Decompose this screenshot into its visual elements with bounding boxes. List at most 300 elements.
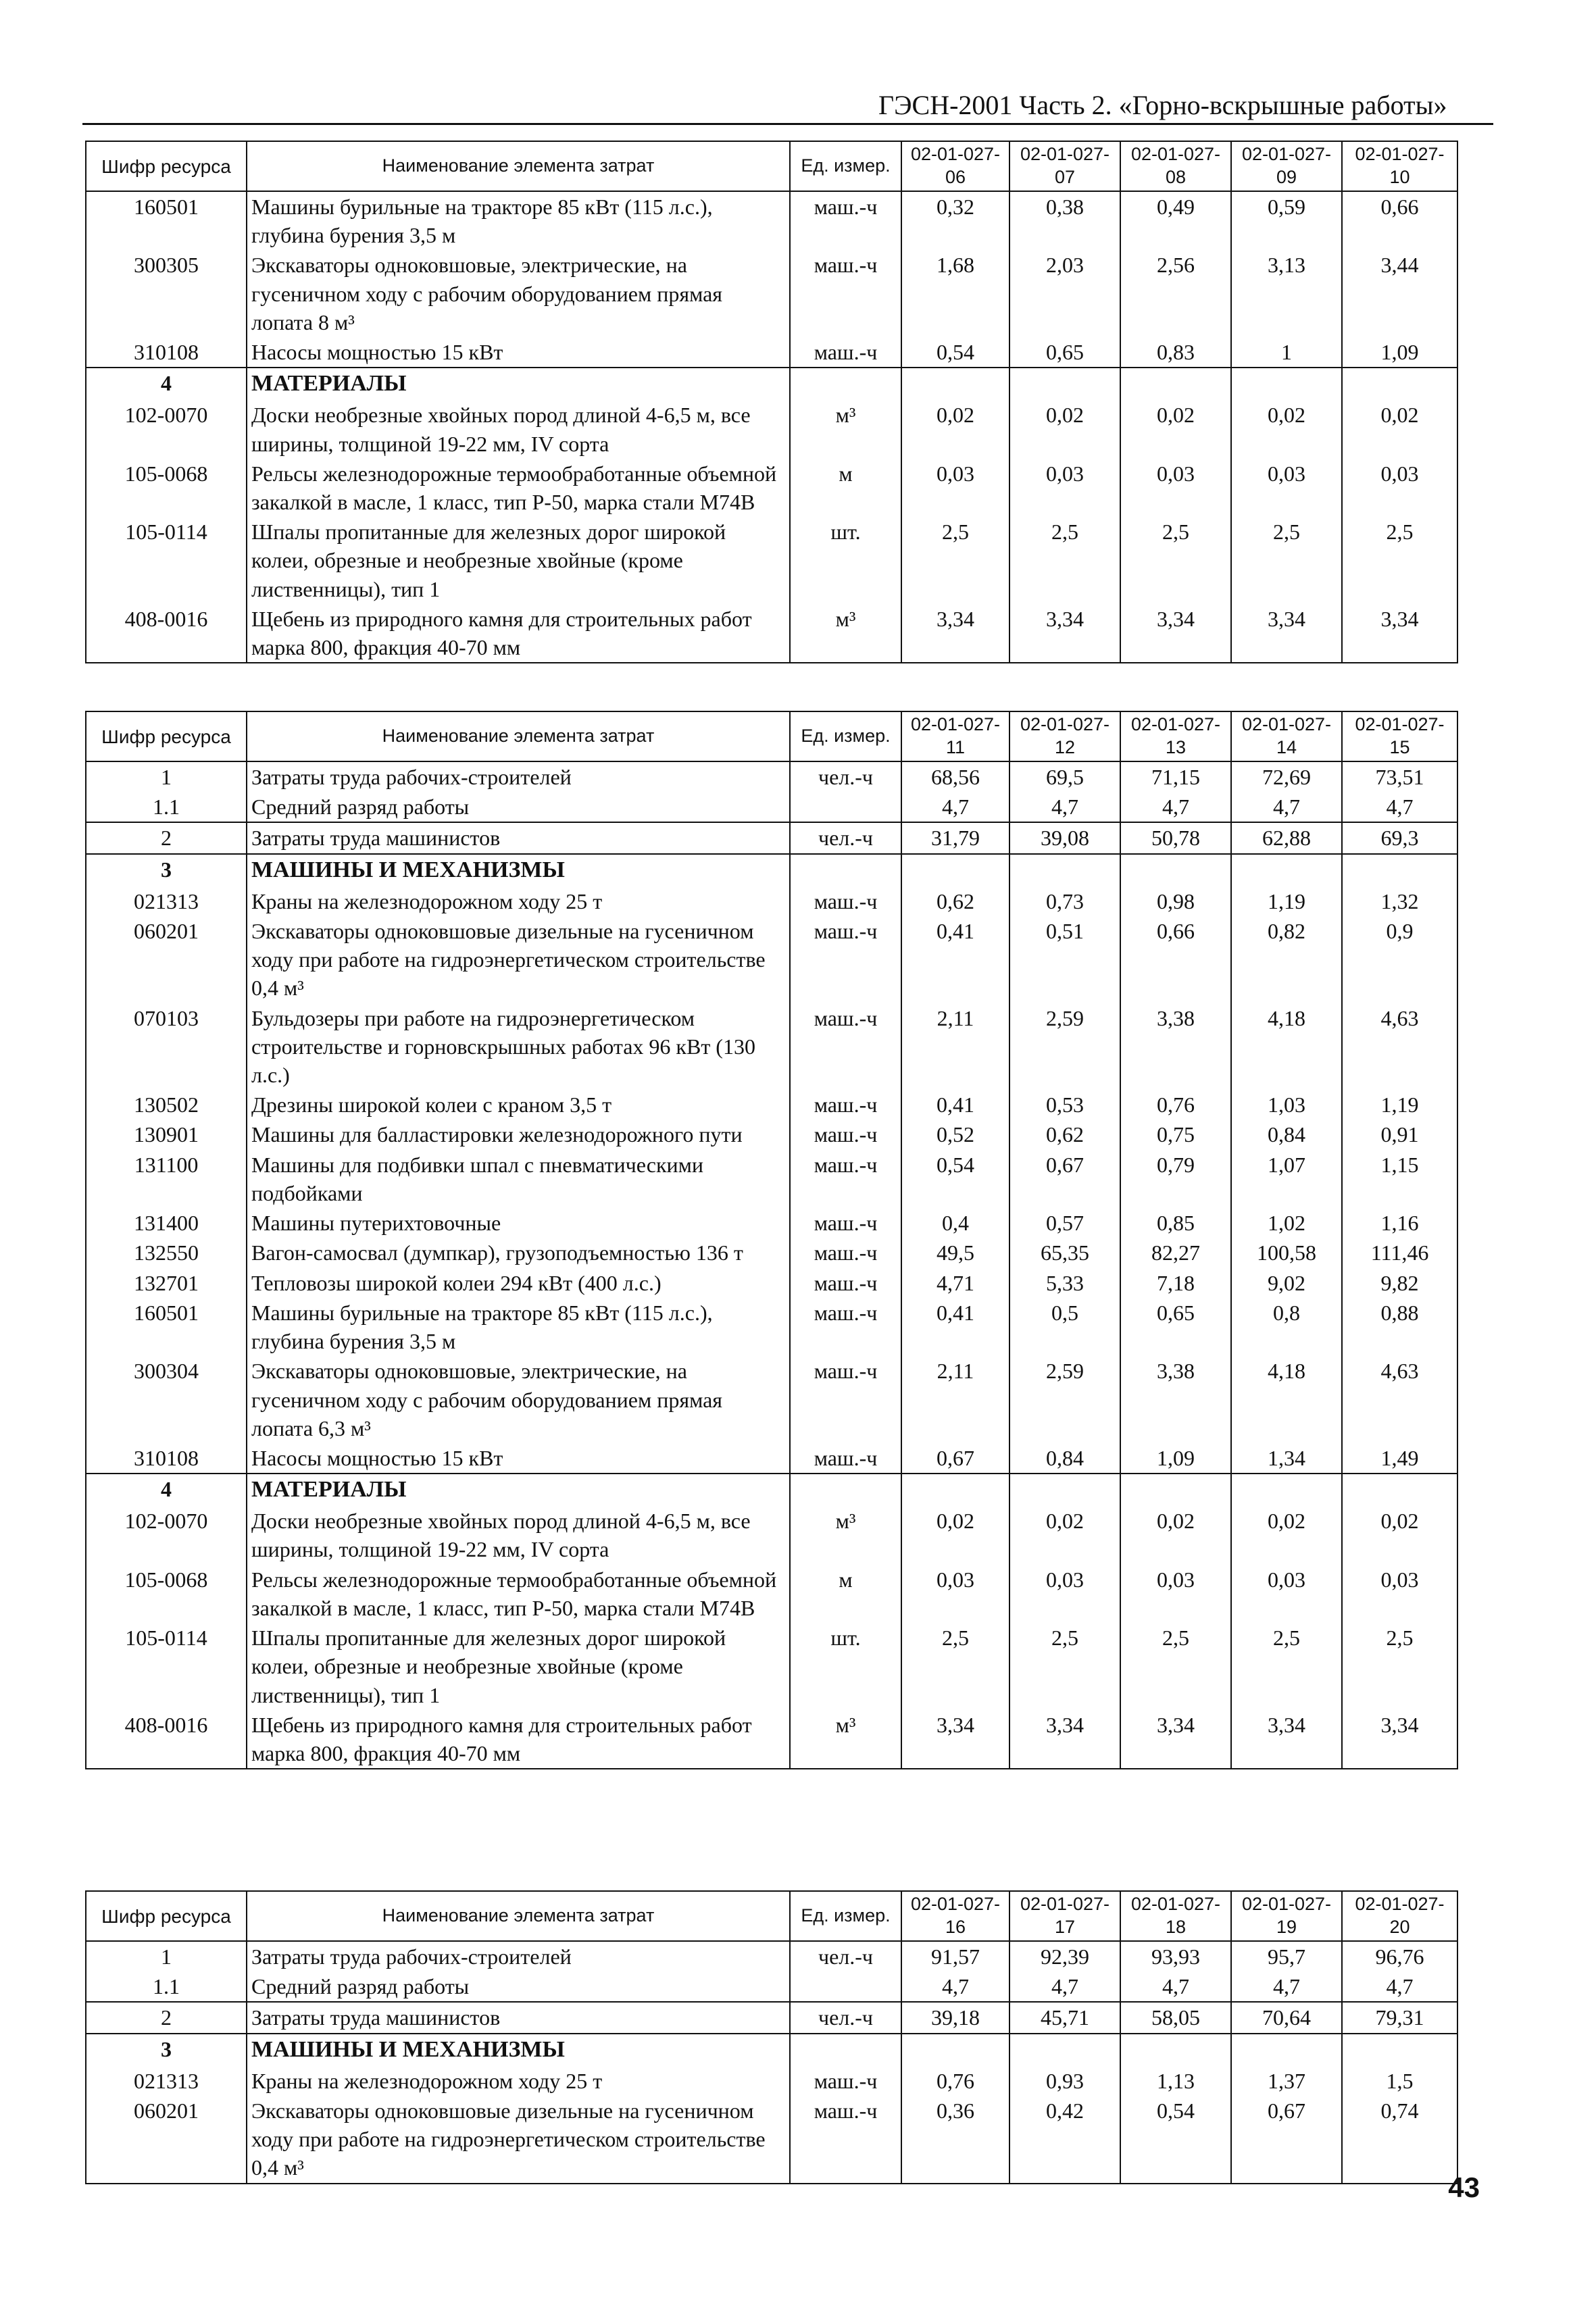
value-cell: 82,27 <box>1120 1238 1231 1267</box>
value-cell: 0,84 <box>1231 1120 1342 1149</box>
header-norm-code: 02-01-027-08 <box>1120 141 1231 191</box>
page-number: 43 <box>1448 2171 1480 2203</box>
table-row <box>86 2002 1457 2033</box>
value-cell: 2,59 <box>1009 1003 1120 1090</box>
value-cell: 0,42 <box>1009 2096 1120 2184</box>
value-cell <box>901 854 1009 886</box>
value-cell: 39,18 <box>901 2002 1009 2033</box>
value-cell: 72,69 <box>1231 761 1342 792</box>
unit-cell: м³ <box>790 1710 901 1769</box>
header-norm-code: 02-01-027-09 <box>1231 141 1342 191</box>
value-cell <box>1342 368 1457 400</box>
value-cell: 0,59 <box>1231 191 1342 250</box>
table-row <box>86 886 1457 916</box>
value-cell: 79,31 <box>1342 2002 1457 2033</box>
resource-code: 130901 <box>86 1120 247 1149</box>
value-cell: 7,18 <box>1120 1268 1231 1298</box>
value-cell: 0,02 <box>901 400 1009 458</box>
value-cell: 39,08 <box>1009 822 1120 853</box>
resource-name: Рельсы железнодорожные термообработанные объемной закалкой в масле, 1 класс, тип Р-50, марка стали М74В <box>247 1565 790 1623</box>
table-row <box>86 1150 1457 1208</box>
value-cell: 0,41 <box>901 916 1009 1003</box>
value-cell: 1,09 <box>1342 337 1457 368</box>
value-cell: 93,93 <box>1120 1941 1231 1971</box>
header-norm-code: 02-01-027-11 <box>901 711 1009 761</box>
table-row <box>86 1971 1457 2002</box>
value-cell <box>1009 1474 1120 1506</box>
value-cell: 2,5 <box>1231 1623 1342 1710</box>
value-cell: 0,03 <box>1231 1565 1342 1623</box>
resource-name: Краны на железнодорожном ходу 25 т <box>247 2066 790 2096</box>
value-cell: 0,67 <box>1231 2096 1342 2184</box>
value-cell <box>1231 368 1342 400</box>
header-name: Наименование элемента затрат <box>247 141 790 191</box>
resource-name: Дрезины широкой колеи с краном 3,5 т <box>247 1090 790 1120</box>
header-norm-code: 02-01-027-07 <box>1009 141 1120 191</box>
section-title: МАШИНЫ И МЕХАНИЗМЫ <box>247 854 790 886</box>
value-cell: 0,02 <box>1120 400 1231 458</box>
table-row <box>86 1710 1457 1769</box>
table-row <box>86 1298 1457 1356</box>
table-row <box>86 761 1457 792</box>
resource-name: Машины для подбивки шпал с пневматическими подбойками <box>247 1150 790 1208</box>
value-cell: 0,75 <box>1120 1120 1231 1149</box>
table-row <box>86 1090 1457 1120</box>
table-row <box>86 1565 1457 1623</box>
value-cell: 1,5 <box>1342 2066 1457 2096</box>
resource-name: Экскаваторы одноковшовые, электрические, на гусеничном ходу с рабочим оборудованием прямая лопата 6,3 м³ <box>247 1356 790 1443</box>
value-cell: 0,02 <box>1231 400 1342 458</box>
resource-code: 131100 <box>86 1150 247 1208</box>
resource-code: 105-0114 <box>86 517 247 604</box>
section-title: МАТЕРИАЛЫ <box>247 1474 790 1506</box>
value-cell: 0,32 <box>901 191 1009 250</box>
header-rule <box>82 123 1493 125</box>
value-cell: 4,7 <box>901 1971 1009 2002</box>
value-cell <box>901 2034 1009 2066</box>
resource-name: Экскаваторы одноковшовые дизельные на гусеничном ходу при работе на гидроэнергетическом строительстве 0,4 м³ <box>247 2096 790 2184</box>
value-cell: 1,19 <box>1342 1090 1457 1120</box>
table-row <box>86 1003 1457 1090</box>
value-cell: 4,7 <box>1231 792 1342 822</box>
resource-table-1 <box>85 141 1458 663</box>
value-cell: 0,91 <box>1342 1120 1457 1149</box>
value-cell <box>1342 854 1457 886</box>
section-row <box>86 1474 1457 1506</box>
value-cell <box>1120 854 1231 886</box>
resource-name: Машины бурильные на тракторе 85 кВт (115 л.с.), глубина бурения 3,5 м <box>247 1298 790 1356</box>
value-cell: 0,65 <box>1009 337 1120 368</box>
value-cell: 0,02 <box>1342 1506 1457 1564</box>
value-cell: 2,11 <box>901 1003 1009 1090</box>
resource-code: 1.1 <box>86 792 247 822</box>
value-cell: 0,54 <box>901 337 1009 368</box>
value-cell: 0,54 <box>1120 2096 1231 2184</box>
header-norm-code: 02-01-027-19 <box>1231 1891 1342 1941</box>
section-row <box>86 368 1457 400</box>
table-row <box>86 1120 1457 1149</box>
value-cell: 2,5 <box>901 517 1009 604</box>
unit-cell <box>790 854 901 886</box>
resource-code: 408-0016 <box>86 1710 247 1769</box>
value-cell: 0,79 <box>1120 1150 1231 1208</box>
value-cell: 1,68 <box>901 250 1009 337</box>
value-cell: 0,5 <box>1009 1298 1120 1356</box>
table-row <box>86 2066 1457 2096</box>
table-header-row <box>86 711 1457 761</box>
table-row <box>86 517 1457 604</box>
table-row <box>86 191 1457 250</box>
resource-code: 1 <box>86 761 247 792</box>
unit-cell <box>790 1474 901 1506</box>
table-header-row <box>86 141 1457 191</box>
resource-code: 2 <box>86 2002 247 2033</box>
value-cell: 111,46 <box>1342 1238 1457 1267</box>
value-cell: 4,7 <box>1342 792 1457 822</box>
resource-table-2 <box>85 711 1458 1769</box>
value-cell: 0,02 <box>1231 1506 1342 1564</box>
value-cell: 0,83 <box>1120 337 1231 368</box>
value-cell: 5,33 <box>1009 1268 1120 1298</box>
value-cell: 3,34 <box>1120 1710 1231 1769</box>
resource-name: Бульдозеры при работе на гидроэнергетическом строительстве и горновскрышных работах 96 кВт (130 л.с.) <box>247 1003 790 1090</box>
value-cell <box>1009 2034 1120 2066</box>
value-cell: 3,34 <box>1342 604 1457 663</box>
value-cell <box>1342 1474 1457 1506</box>
unit-cell: маш.-ч <box>790 1208 901 1238</box>
resource-name: Средний разряд работы <box>247 792 790 822</box>
resource-name: Машины путерихтовочные <box>247 1208 790 1238</box>
section-title: МАТЕРИАЛЫ <box>247 368 790 400</box>
resource-code: 1.1 <box>86 1971 247 2002</box>
unit-cell <box>790 2034 901 2066</box>
value-cell: 0,62 <box>1009 1120 1120 1149</box>
value-cell <box>1120 2034 1231 2066</box>
resource-code: 4 <box>86 368 247 400</box>
unit-cell: м³ <box>790 1506 901 1564</box>
resource-name: Шпалы пропитанные для железных дорог широкой колеи, обрезные и необрезные хвойные (кроме лиственницы), тип 1 <box>247 1623 790 1710</box>
header-code: Шифр ресурса <box>86 711 247 761</box>
table-header-row <box>86 1891 1457 1941</box>
value-cell: 69,3 <box>1342 822 1457 853</box>
value-cell: 0,57 <box>1009 1208 1120 1238</box>
value-cell: 96,76 <box>1342 1941 1457 1971</box>
value-cell: 0,03 <box>1342 459 1457 517</box>
value-cell: 0,66 <box>1120 916 1231 1003</box>
value-cell: 1,19 <box>1231 886 1342 916</box>
header-norm-code: 02-01-027-17 <box>1009 1891 1120 1941</box>
table-row <box>86 2096 1457 2184</box>
table-row <box>86 459 1457 517</box>
value-cell: 0,82 <box>1231 916 1342 1003</box>
value-cell: 4,18 <box>1231 1003 1342 1090</box>
resource-code: 3 <box>86 854 247 886</box>
unit-cell: м³ <box>790 604 901 663</box>
unit-cell: маш.-ч <box>790 916 901 1003</box>
value-cell: 2,5 <box>1009 517 1120 604</box>
value-cell: 3,13 <box>1231 250 1342 337</box>
value-cell: 95,7 <box>1231 1941 1342 1971</box>
table-row <box>86 1443 1457 1474</box>
value-cell: 0,85 <box>1120 1208 1231 1238</box>
unit-cell: м <box>790 1565 901 1623</box>
resource-code: 132701 <box>86 1268 247 1298</box>
value-cell: 4,7 <box>901 792 1009 822</box>
value-cell: 65,35 <box>1009 1238 1120 1267</box>
resource-name: Доски необрезные хвойных пород длиной 4-6,5 м, все ширины, толщиной 19-22 мм, IV сорта <box>247 400 790 458</box>
header-norm-code: 02-01-027-15 <box>1342 711 1457 761</box>
unit-cell: чел.-ч <box>790 761 901 792</box>
value-cell: 0,38 <box>1009 191 1120 250</box>
resource-code: 102-0070 <box>86 400 247 458</box>
resource-code: 070103 <box>86 1003 247 1090</box>
value-cell: 0,84 <box>1009 1443 1120 1474</box>
value-cell <box>1231 1474 1342 1506</box>
value-cell: 4,7 <box>1342 1971 1457 2002</box>
value-cell <box>1231 2034 1342 2066</box>
value-cell: 9,02 <box>1231 1268 1342 1298</box>
header-norm-code: 02-01-027-20 <box>1342 1891 1457 1941</box>
value-cell <box>1120 1474 1231 1506</box>
value-cell: 3,34 <box>1231 1710 1342 1769</box>
resource-code: 2 <box>86 822 247 853</box>
resource-code: 160501 <box>86 1298 247 1356</box>
resource-name: Щебень из природного камня для строительных работ марка 800, фракция 40-70 мм <box>247 604 790 663</box>
value-cell: 0,03 <box>1120 459 1231 517</box>
value-cell: 2,5 <box>1231 517 1342 604</box>
value-cell: 4,18 <box>1231 1356 1342 1443</box>
value-cell: 91,57 <box>901 1941 1009 1971</box>
resource-table-3 <box>85 1890 1458 2184</box>
value-cell: 3,44 <box>1342 250 1457 337</box>
value-cell <box>901 368 1009 400</box>
resource-name: Насосы мощностью 15 кВт <box>247 337 790 368</box>
value-cell: 0,74 <box>1342 2096 1457 2184</box>
resource-code: 102-0070 <box>86 1506 247 1564</box>
unit-cell <box>790 368 901 400</box>
value-cell: 0,9 <box>1342 916 1457 1003</box>
unit-cell: маш.-ч <box>790 1090 901 1120</box>
header-norm-code: 02-01-027-13 <box>1120 711 1231 761</box>
section-row <box>86 854 1457 886</box>
unit-cell <box>790 792 901 822</box>
unit-cell: чел.-ч <box>790 2002 901 2033</box>
running-header: ГЭСН-2001 Часть 2. «Горно-вскрышные работы» <box>878 90 1447 120</box>
resource-name: Экскаваторы одноковшовые дизельные на гусеничном ходу при работе на гидроэнергетическом строительстве 0,4 м³ <box>247 916 790 1003</box>
header-name: Наименование элемента затрат <box>247 1891 790 1941</box>
unit-cell: маш.-ч <box>790 1120 901 1149</box>
header-norm-code: 02-01-027-10 <box>1342 141 1457 191</box>
table-row <box>86 400 1457 458</box>
value-cell: 0,53 <box>1009 1090 1120 1120</box>
value-cell: 0,62 <box>901 886 1009 916</box>
value-cell: 1,32 <box>1342 886 1457 916</box>
value-cell: 9,82 <box>1342 1268 1457 1298</box>
resource-name: Затраты труда рабочих-строителей <box>247 1941 790 1971</box>
value-cell <box>1120 368 1231 400</box>
value-cell: 4,7 <box>1231 1971 1342 2002</box>
value-cell: 0,03 <box>1009 459 1120 517</box>
value-cell: 2,5 <box>1009 1623 1120 1710</box>
value-cell: 0,67 <box>901 1443 1009 1474</box>
value-cell: 1,16 <box>1342 1208 1457 1238</box>
resource-name: Затраты труда машинистов <box>247 822 790 853</box>
header-unit: Ед. измер. <box>790 711 901 761</box>
resource-name: Машины для балластировки железнодорожного пути <box>247 1120 790 1149</box>
value-cell: 2,5 <box>901 1623 1009 1710</box>
resource-name: Щебень из природного камня для строительных работ марка 800, фракция 40-70 мм <box>247 1710 790 1769</box>
unit-cell: маш.-ч <box>790 1443 901 1474</box>
value-cell: 3,38 <box>1120 1356 1231 1443</box>
unit-cell: чел.-ч <box>790 822 901 853</box>
value-cell: 0,03 <box>901 1565 1009 1623</box>
table-row <box>86 1623 1457 1710</box>
resource-name: Рельсы железнодорожные термообработанные объемной закалкой в масле, 1 класс, тип Р-50, марка стали М74В <box>247 459 790 517</box>
value-cell: 68,56 <box>901 761 1009 792</box>
value-cell: 2,56 <box>1120 250 1231 337</box>
value-cell: 1,15 <box>1342 1150 1457 1208</box>
value-cell: 49,5 <box>901 1238 1009 1267</box>
value-cell <box>1009 368 1120 400</box>
value-cell <box>1231 854 1342 886</box>
unit-cell <box>790 1971 901 2002</box>
value-cell: 1,02 <box>1231 1208 1342 1238</box>
unit-cell: шт. <box>790 517 901 604</box>
header-norm-code: 02-01-027-16 <box>901 1891 1009 1941</box>
value-cell: 3,38 <box>1120 1003 1231 1090</box>
value-cell: 0,02 <box>901 1506 1009 1564</box>
value-cell: 1,07 <box>1231 1150 1342 1208</box>
value-cell: 71,15 <box>1120 761 1231 792</box>
resource-code: 3 <box>86 2034 247 2066</box>
value-cell: 100,58 <box>1231 1238 1342 1267</box>
resource-code: 131400 <box>86 1208 247 1238</box>
value-cell: 0,02 <box>1009 1506 1120 1564</box>
value-cell: 0,76 <box>901 2066 1009 2096</box>
value-cell: 45,71 <box>1009 2002 1120 2033</box>
resource-code: 130502 <box>86 1090 247 1120</box>
value-cell: 73,51 <box>1342 761 1457 792</box>
value-cell: 0,73 <box>1009 886 1120 916</box>
value-cell <box>901 1474 1009 1506</box>
unit-cell: маш.-ч <box>790 1298 901 1356</box>
header-code: Шифр ресурса <box>86 1891 247 1941</box>
resource-code: 105-0068 <box>86 1565 247 1623</box>
resource-code: 021313 <box>86 886 247 916</box>
value-cell: 0,67 <box>1009 1150 1120 1208</box>
resource-name: Тепловозы широкой колеи 294 кВт (400 л.с.) <box>247 1268 790 1298</box>
section-title: МАШИНЫ И МЕХАНИЗМЫ <box>247 2034 790 2066</box>
value-cell: 3,34 <box>901 604 1009 663</box>
value-cell: 0,8 <box>1231 1298 1342 1356</box>
table-row <box>86 1356 1457 1443</box>
value-cell: 0,93 <box>1009 2066 1120 2096</box>
value-cell: 3,34 <box>1120 604 1231 663</box>
resource-name: Экскаваторы одноковшовые, электрические, на гусеничном ходу с рабочим оборудованием прямая лопата 8 м³ <box>247 250 790 337</box>
value-cell: 31,79 <box>901 822 1009 853</box>
resource-code: 1 <box>86 1941 247 1971</box>
resource-code: 160501 <box>86 191 247 250</box>
unit-cell: маш.-ч <box>790 191 901 250</box>
value-cell: 2,03 <box>1009 250 1120 337</box>
table-row <box>86 1941 1457 1971</box>
resource-code: 310108 <box>86 1443 247 1474</box>
resource-name: Доски необрезные хвойных пород длиной 4-6,5 м, все ширины, толщиной 19-22 мм, IV сорта <box>247 1506 790 1564</box>
resource-name: Затраты труда машинистов <box>247 2002 790 2033</box>
value-cell: 4,7 <box>1009 792 1120 822</box>
value-cell: 2,59 <box>1009 1356 1120 1443</box>
table-row <box>86 604 1457 663</box>
value-cell: 1,34 <box>1231 1443 1342 1474</box>
value-cell: 0,51 <box>1009 916 1120 1003</box>
value-cell: 4,63 <box>1342 1356 1457 1443</box>
value-cell: 0,66 <box>1342 191 1457 250</box>
section-row <box>86 2034 1457 2066</box>
value-cell: 0,41 <box>901 1090 1009 1120</box>
value-cell <box>1009 854 1120 886</box>
resource-code: 060201 <box>86 2096 247 2184</box>
resource-code: 105-0068 <box>86 459 247 517</box>
value-cell: 69,5 <box>1009 761 1120 792</box>
resource-name: Средний разряд работы <box>247 1971 790 2002</box>
table-row <box>86 250 1457 337</box>
value-cell: 0,4 <box>901 1208 1009 1238</box>
unit-cell: маш.-ч <box>790 250 901 337</box>
resource-code: 408-0016 <box>86 604 247 663</box>
header-norm-code: 02-01-027-18 <box>1120 1891 1231 1941</box>
resource-code: 105-0114 <box>86 1623 247 1710</box>
table-row <box>86 337 1457 368</box>
unit-cell: маш.-ч <box>790 2096 901 2184</box>
unit-cell: м³ <box>790 400 901 458</box>
value-cell: 4,7 <box>1009 1971 1120 2002</box>
value-cell <box>1342 2034 1457 2066</box>
resource-code: 310108 <box>86 337 247 368</box>
resource-name: Машины бурильные на тракторе 85 кВт (115 л.с.), глубина бурения 3,5 м <box>247 191 790 250</box>
value-cell: 0,03 <box>1009 1565 1120 1623</box>
value-cell: 0,76 <box>1120 1090 1231 1120</box>
value-cell: 2,11 <box>901 1356 1009 1443</box>
unit-cell: чел.-ч <box>790 1941 901 1971</box>
header-norm-code: 02-01-027-14 <box>1231 711 1342 761</box>
resource-name: Шпалы пропитанные для железных дорог широкой колеи, обрезные и необрезные хвойные (кроме лиственницы), тип 1 <box>247 517 790 604</box>
value-cell: 0,36 <box>901 2096 1009 2184</box>
resource-code: 132550 <box>86 1238 247 1267</box>
value-cell: 3,34 <box>1342 1710 1457 1769</box>
unit-cell: м <box>790 459 901 517</box>
value-cell: 2,5 <box>1342 1623 1457 1710</box>
unit-cell: маш.-ч <box>790 1150 901 1208</box>
header-code: Шифр ресурса <box>86 141 247 191</box>
header-name: Наименование элемента затрат <box>247 711 790 761</box>
table-row <box>86 1208 1457 1238</box>
value-cell: 1,09 <box>1120 1443 1231 1474</box>
unit-cell: маш.-ч <box>790 1356 901 1443</box>
header-unit: Ед. измер. <box>790 1891 901 1941</box>
resource-name: Вагон-самосвал (думпкар), грузоподъемностью 136 т <box>247 1238 790 1267</box>
value-cell: 4,71 <box>901 1268 1009 1298</box>
value-cell: 70,64 <box>1231 2002 1342 2033</box>
value-cell: 1,37 <box>1231 2066 1342 2096</box>
unit-cell: маш.-ч <box>790 1268 901 1298</box>
value-cell: 3,34 <box>901 1710 1009 1769</box>
value-cell: 1,49 <box>1342 1443 1457 1474</box>
resource-code: 060201 <box>86 916 247 1003</box>
value-cell: 3,34 <box>1231 604 1342 663</box>
value-cell: 0,02 <box>1120 1506 1231 1564</box>
value-cell: 3,34 <box>1009 604 1120 663</box>
value-cell: 2,5 <box>1342 517 1457 604</box>
